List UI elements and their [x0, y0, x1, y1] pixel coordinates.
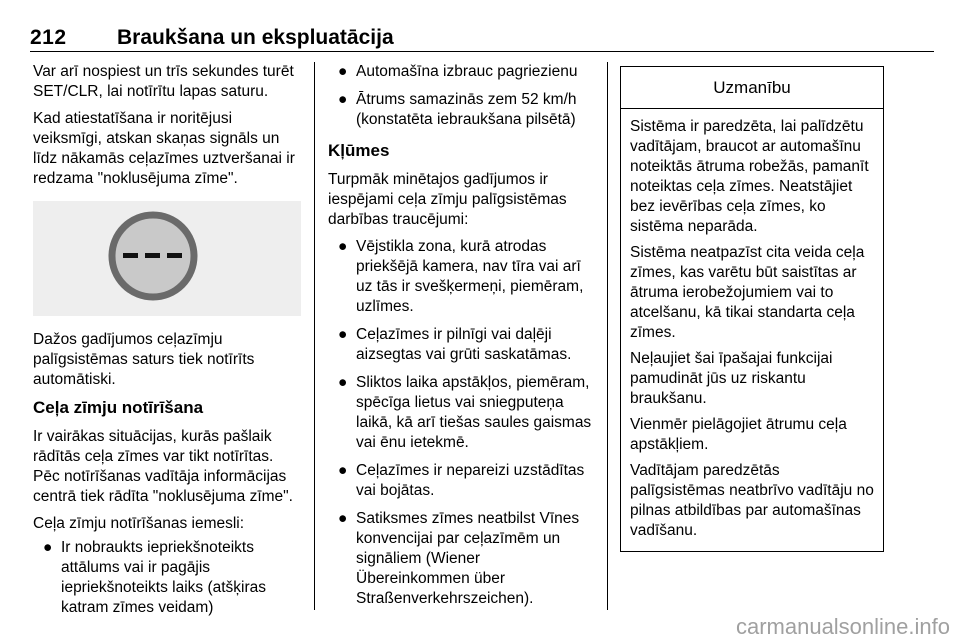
page-number: 212 [30, 26, 67, 49]
paragraph: Kad atiestatīšana ir noritējusi veiksmīgi, atskan skaņas signāls un līdz nākamās ceļazīmes uztveršanai ir redzama "noklusējuma zīme". [33, 110, 295, 187]
paragraph: Ceļa zīmju notīrīšanas iemesli: [33, 515, 245, 532]
bullet-icon: ● [43, 539, 53, 556]
caution-paragraph: Neļaujiet šai īpašajai funkcijai pamudināt jūs uz riskantu braukšanu. [630, 350, 833, 407]
paragraph: Ir vairākas situācijas, kurās pašlaik rādītās ceļa zīmes var tikt notīrītas. Pēc notīrīšanas vadītāja informācijas centrā tiek rādīta "noklusējuma zīme". [33, 428, 293, 505]
list-item: ● Ceļazīmes ir pilnīgi vai daļēji aizsegtas vai grūti saskatāmas. [338, 326, 572, 363]
bullet-icon: ● [338, 326, 348, 343]
column-middle [328, 62, 596, 617]
list-item: ● Vējstikla zona, kurā atrodas priekšējā kamera, nav tīra vai arī uz tās ir svešķermeņi, piemēram, uzlīmes. [338, 238, 584, 315]
caution-body [621, 109, 883, 551]
paragraph: Var arī nospiest un trīs sekundes turēt SET/CLR, lai notīrītu lapas saturu. [33, 63, 294, 100]
paragraph: Turpmāk minētajos gadījumos ir iespējami ceļa zīmju palīgsistēmas darbības traucējumi: [328, 171, 567, 228]
bullet-icon: ● [338, 374, 348, 391]
section-heading: Ceļa zīmju notīrīšana [33, 398, 204, 417]
caution-box [620, 66, 884, 552]
column-divider [607, 62, 608, 610]
list-item: ● Satiksmes zīmes neatbilst Vīnes konvencijai par ceļazīmēm un signāliem (Wiener Übereinkommen über Straßenverkehrszeichen). [338, 510, 580, 607]
default-sign-illustration [33, 201, 301, 316]
bullet-icon: ● [338, 91, 348, 108]
section-heading: Kļūmes [328, 141, 390, 160]
chapter-title: Braukšana un ekspluatācija [117, 26, 394, 49]
bullet-icon: ● [338, 510, 348, 527]
bullet-list [328, 62, 596, 130]
watermark: carmanualsonline.info [735, 614, 950, 639]
bullet-icon: ● [338, 63, 348, 80]
column-divider [314, 62, 315, 610]
default-sign-icon [33, 201, 301, 316]
caution-paragraph: Sistēma ir paredzēta, lai palīdzētu vadītājam, braucot ar automašīnu noteiktās ātruma robežās, pamanīt noteiktas ceļa zīmes. Neatstājiet bez ievērības ceļa zīmes, ko sistēma neparāda. [630, 118, 869, 235]
page-header [30, 26, 934, 52]
list-item: ● Ir nobraukts iepriekšnoteikts attālums vai ir pagājis iepriekšnoteikts laiks (atšķiras katram zīmes veidam) [43, 539, 267, 616]
bullet-list [328, 237, 596, 609]
caution-paragraph: Vienmēr pielāgojiet ātrumu ceļa apstākļiem. [630, 416, 847, 453]
bullet-list [33, 538, 301, 618]
caution-paragraph: Sistēma neatpazīst cita veida ceļa zīmes, kas varētu būt saistītas ar ātruma ierobežojumiem vai to atcelšanu, kā tikai standarta ceļa zīmes. [630, 244, 865, 341]
column-left [33, 62, 301, 626]
bullet-icon: ● [338, 462, 348, 479]
caution-paragraph: Vadītājam paredzētās palīgsistēmas neatbrīvo vadītāju no pilnas atbildības par automašīnas vadīšanu. [630, 462, 874, 539]
list-item: ● Ātrums samazinās zem 52 km/h (konstatēta iebraukšana pilsētā) [338, 91, 577, 128]
bullet-icon: ● [338, 238, 348, 255]
list-item: ● Sliktos laika apstākļos, piemēram, spēcīga lietus vai sniegputeņa laikā, kā arī tiešas saules gaismas vai ēnu ietekmē. [338, 374, 592, 451]
paragraph: Dažos gadījumos ceļazīmju palīgsistēmas saturs tiek notīrīts automātiski. [33, 331, 255, 388]
caution-title: Uzmanību [621, 67, 883, 109]
list-item: ● Ceļazīmes ir nepareizi uzstādītas vai bojātas. [338, 462, 585, 499]
list-item: ● Automašīna izbrauc pagriezienu [338, 63, 578, 80]
